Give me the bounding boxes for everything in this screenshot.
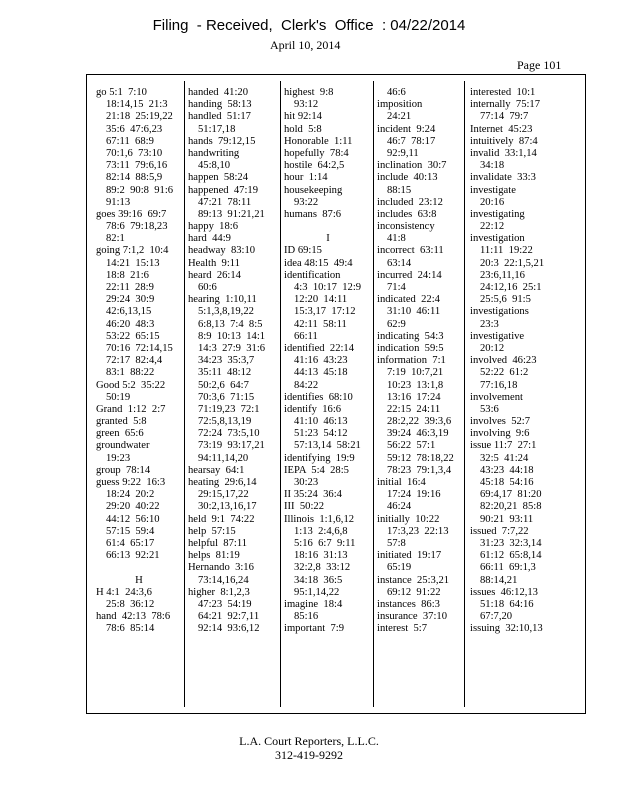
- index-entry: helps 81:19: [188, 550, 240, 562]
- index-entry: 57:13,14 58:21: [294, 440, 361, 452]
- column-divider: [464, 81, 465, 707]
- index-entry: higher 8:1,2,3: [188, 586, 250, 598]
- index-entry: instances 86:3: [377, 598, 440, 610]
- column-divider: [373, 81, 374, 707]
- index-entry: group 78:14: [96, 464, 151, 476]
- index-entry: issue 11:7 27:1: [470, 440, 537, 452]
- index-entry: 66:11: [294, 330, 318, 342]
- index-entry: 93:22: [294, 196, 319, 208]
- transcript-date: April 10, 2014: [270, 38, 341, 52]
- index-entry: instance 25:3,21: [377, 574, 450, 586]
- index-entry: handled 51:17: [188, 111, 251, 123]
- index-entry: 50:19: [106, 391, 131, 403]
- index-entry: handing 58:13: [188, 99, 252, 111]
- index-entry: incorrect 63:11: [377, 245, 444, 257]
- index-entry: 32:5 41:24: [480, 452, 529, 464]
- index-entry: 45:18 54:16: [480, 477, 534, 488]
- index-entry: 5:16 6:7 9:11: [294, 537, 356, 549]
- index-entry: 17:24 19:16: [387, 489, 441, 501]
- index-entry: 15:3,17 17:12: [294, 306, 356, 318]
- index-entry: 31:23 32:3,14: [480, 537, 542, 549]
- index-entry: goes 39:16 69:7: [96, 208, 167, 220]
- index-entry: ID 69:15: [284, 245, 322, 257]
- index-entry: III 50:22: [284, 501, 325, 513]
- index-entry: 32:2,8 33:12: [294, 562, 351, 574]
- index-entry: 23:6,11,16: [480, 269, 525, 281]
- index-entry: 85:16: [294, 611, 319, 623]
- index-entry: 25:5,6 91:5: [480, 294, 531, 306]
- index-entry: 92:9,11: [387, 147, 419, 159]
- index-entry: go 5:1 7:10: [96, 87, 147, 98]
- index-entry: 20:12: [480, 342, 505, 354]
- index-entry: 35:6 47:6,23: [106, 123, 163, 135]
- index-entry: 46:24: [387, 501, 412, 513]
- index-entry: I: [326, 233, 330, 245]
- index-entry: imagine 18:4: [284, 598, 343, 610]
- index-entry: 57:15 59:4: [106, 525, 155, 537]
- page-number: Page 101: [517, 58, 562, 72]
- index-entry: 71:4: [387, 282, 406, 293]
- index-entry: identification: [284, 269, 341, 281]
- index-entry: internally 75:17: [470, 99, 541, 111]
- index-entry: highest 9:8: [284, 87, 334, 98]
- index-entry: 22:11 28:9: [106, 282, 154, 293]
- index-entry: 43:23 44:18: [480, 464, 534, 476]
- index-entry: 78:6 79:18,23: [106, 221, 168, 233]
- index-entry: headway 83:10: [188, 245, 256, 257]
- index-entry: investigating: [470, 208, 525, 220]
- index-entry: 20:16: [480, 196, 505, 208]
- reporter-phone: 312-419-9292: [275, 748, 343, 762]
- index-entry: hold 5:8: [284, 123, 322, 135]
- index-entry: 77:16,18: [480, 379, 518, 391]
- index-entry: 41:16 43:23: [294, 355, 348, 367]
- index-entry: 53:22 65:15: [106, 330, 160, 342]
- index-entry: 41:10 46:13: [294, 416, 348, 428]
- index-entry: insurance 37:10: [377, 611, 448, 623]
- index-entry: interested 10:1: [470, 87, 536, 98]
- index-entry: 23:3: [480, 318, 499, 330]
- index-entry: green 65:6: [96, 428, 144, 440]
- index-entry: 77:14 79:7: [480, 111, 529, 123]
- index-entry: held 9:1 74:22: [188, 513, 255, 525]
- index-entry: inclination 30:7: [377, 160, 447, 172]
- index-entry: 82:14 88:5,9: [106, 172, 163, 184]
- index-entry: 78:6 85:14: [106, 623, 155, 635]
- index-entry: inconsistency: [377, 221, 435, 233]
- index-entry: 39:24 46:3,19: [387, 428, 449, 440]
- index-entry: 70:1,6 73:10: [106, 147, 163, 159]
- index-entry: include 40:13: [377, 172, 438, 184]
- index-entry: 18:14,15 21:3: [106, 99, 168, 111]
- index-entry: indication 59:5: [377, 342, 444, 354]
- index-column-3: [284, 87, 372, 699]
- index-entry: 82:1: [106, 233, 125, 245]
- index-entry: invalid 33:1,14: [470, 147, 537, 159]
- index-entry: hopefully 78:4: [284, 147, 349, 159]
- index-entry: 42:6,13,15: [106, 306, 152, 318]
- index-entry: 47:23 54:19: [198, 598, 252, 610]
- column-divider: [184, 81, 185, 707]
- index-entry: 44:13 45:18: [294, 367, 348, 379]
- index-entry: 50:2,6 64:7: [198, 379, 249, 391]
- index-entry: 41:8: [387, 233, 406, 245]
- index-entry: 18:8 21:6: [106, 269, 149, 281]
- index-entry: humans 87:6: [284, 208, 342, 220]
- index-entry: investigation: [470, 233, 525, 245]
- index-entry: involvement: [470, 391, 523, 403]
- index-entry: H: [135, 574, 143, 586]
- index-entry: identifying 19:9: [284, 452, 355, 464]
- index-entry: 57:8: [387, 537, 406, 549]
- index-entry: 21:18 25:19,22: [106, 111, 173, 123]
- index-entry: IEPA 5:4 28:5: [284, 464, 349, 476]
- index-entry: Grand 1:12 2:7: [96, 403, 166, 415]
- index-entry: 66:11 69:1,3: [480, 562, 536, 574]
- index-entry: 73:14,16,24: [198, 574, 249, 586]
- index-entry: 69:4,17 81:20: [480, 489, 542, 501]
- index-entry: 95:1,14,22: [294, 586, 340, 598]
- column-divider: [280, 81, 281, 707]
- index-entry: 35:11 48:12: [198, 367, 252, 379]
- index-entry: 13:16 17:24: [387, 391, 441, 403]
- index-entry: 67:7,20: [480, 611, 513, 623]
- index-entry: happened 47:19: [188, 184, 259, 196]
- index-entry: 30:2,13,16,17: [198, 501, 257, 513]
- index-entry: Honorable 1:11: [284, 135, 353, 147]
- index-entry: 70:3,6 71:15: [198, 391, 255, 403]
- index-entry: hit 92:14: [284, 111, 322, 123]
- index-entry: 24:21: [387, 111, 412, 123]
- index-entry: hearsay 64:1: [188, 464, 245, 476]
- index-entry: involved 46:23: [470, 355, 537, 367]
- index-entry: 56:22 57:1: [387, 440, 436, 452]
- index-entry: 14:3 27:9 31:6: [198, 342, 266, 354]
- index-entry: heating 29:6,14: [188, 477, 257, 488]
- index-column-5: [470, 87, 570, 699]
- index-entry: Good 5:2 35:22: [96, 379, 166, 391]
- index-entry: initiated 19:17: [377, 550, 442, 562]
- index-entry: 82:20,21 85:8: [480, 501, 542, 513]
- index-entry: housekeeping: [284, 184, 343, 196]
- index-entry: initially 10:22: [377, 513, 440, 525]
- index-entry: included 23:12: [377, 196, 443, 208]
- index-entry: hearing 1:10,11: [188, 294, 257, 306]
- index-entry: 63:14: [387, 257, 412, 269]
- index-entry: handed 41:20: [188, 87, 249, 98]
- index-entry: hands 79:12,15: [188, 135, 256, 147]
- index-entry: 84:22: [294, 379, 319, 391]
- index-entry: helpful 87:11: [188, 537, 248, 549]
- index-entry: investigations: [470, 306, 529, 318]
- index-entry: 94:11,14,20: [198, 452, 249, 464]
- index-entry: 89:2 90:8 91:6: [106, 184, 174, 196]
- index-entry: 72:17 82:4,4: [106, 355, 163, 367]
- index-entry: hour 1:14: [284, 172, 328, 184]
- index-entry: 29:24 30:9: [106, 294, 155, 306]
- index-entry: 17:3,23 22:13: [387, 525, 449, 537]
- index-entry: granted 5:8: [96, 416, 147, 428]
- index-entry: hand 42:13 78:6: [96, 611, 171, 623]
- index-entry: 8:9 10:13 14:1: [198, 330, 266, 342]
- index-entry: interest 5:7: [377, 623, 428, 635]
- index-entry: 34:23 35:3,7: [198, 355, 255, 367]
- index-entry: 45:8,10: [198, 160, 231, 172]
- index-entry: II 35:24 36:4: [284, 489, 342, 501]
- index-entry: 30:23: [294, 477, 319, 488]
- index-entry: 71:19,23 72:1: [198, 403, 260, 415]
- index-entry: identifies 68:10: [284, 391, 353, 403]
- index-entry: 72:24 73:5,10: [198, 428, 260, 440]
- index-entry: 46:20 48:3: [106, 318, 155, 330]
- index-entry: Hernando 3:16: [188, 562, 254, 574]
- index-entry: 73:19 93:17,21: [198, 440, 265, 452]
- index-entry: 91:13: [106, 196, 131, 208]
- index-entry: 61:12 65:8,14: [480, 550, 542, 562]
- index-entry: involves 52:7: [470, 416, 531, 428]
- index-entry: 52:22 61:2: [480, 367, 529, 379]
- index-entry: 62:9: [387, 318, 406, 330]
- index-entry: idea 48:15 49:4: [284, 257, 353, 269]
- index-entry: investigate: [470, 184, 516, 196]
- index-entry: heard 26:14: [188, 269, 241, 281]
- index-entry: 51:17,18: [198, 123, 236, 135]
- index-entry: 61:4 65:17: [106, 537, 155, 549]
- index-entry: Internet 45:23: [470, 123, 533, 135]
- index-entry: intuitively 87:4: [470, 135, 538, 147]
- index-entry: important 7:9: [284, 623, 345, 635]
- index-entry: Health 9:11: [188, 257, 240, 269]
- index-box: [86, 74, 586, 714]
- index-entry: 24:12,16 25:1: [480, 282, 542, 293]
- index-entry: 19:23: [106, 452, 131, 464]
- index-entry: hard 44:9: [188, 233, 231, 245]
- index-entry: 34:18 36:5: [294, 574, 343, 586]
- index-column-4: [377, 87, 463, 699]
- index-entry: 28:2,22 39:3,6: [387, 416, 452, 428]
- index-entry: 29:20 40:22: [106, 501, 160, 513]
- index-entry: 46:7 78:17: [387, 135, 436, 147]
- index-entry: help 57:15: [188, 525, 236, 537]
- index-entry: 18:24 20:2: [106, 489, 155, 501]
- index-entry: Illinois 1:1,6,12: [284, 513, 355, 525]
- index-column-1: [96, 87, 182, 699]
- index-entry: indicating 54:3: [377, 330, 444, 342]
- index-entry: 10:23 13:1,8: [387, 379, 444, 391]
- index-entry: involving 9:6: [470, 428, 530, 440]
- index-entry: hostile 64:2,5: [284, 160, 345, 172]
- index-entry: 29:15,17,22: [198, 489, 249, 501]
- index-entry: invalidate 33:3: [470, 172, 536, 184]
- index-entry: includes 63:8: [377, 208, 437, 220]
- index-entry: 88:14,21: [480, 574, 518, 586]
- index-entry: 47:21 78:11: [198, 196, 252, 208]
- index-entry: incurred 24:14: [377, 269, 442, 281]
- index-entry: 88:15: [387, 184, 412, 196]
- index-entry: 4:3 10:17 12:9: [294, 282, 362, 293]
- index-entry: happen 58:24: [188, 172, 249, 184]
- index-entry: 89:13 91:21,21: [198, 208, 265, 220]
- filing-stamp: Filing - Received, Clerk's Office : 04/22/2014: [152, 17, 466, 34]
- index-entry: initial 16:4: [377, 477, 426, 488]
- index-entry: guess 9:22 16:3: [96, 477, 166, 488]
- index-entry: issues 46:12,13: [470, 586, 538, 598]
- index-entry: going 7:1,2 10:4: [96, 245, 169, 257]
- index-column-2: [188, 87, 280, 699]
- index-entry: 53:6: [480, 403, 499, 415]
- index-entry: 78:23 79:1,3,4: [387, 464, 452, 476]
- index-entry: 65:19: [387, 562, 412, 574]
- index-entry: 90:21 93:11: [480, 513, 534, 525]
- index-entry: 46:6: [387, 87, 406, 98]
- index-entry: 67:11 68:9: [106, 135, 154, 147]
- index-entry: 59:12 78:18,22: [387, 452, 454, 464]
- index-entry: handwriting: [188, 147, 240, 159]
- index-entry: 5:1,3,8,19,22: [198, 306, 254, 318]
- index-entry: 25:8 36:12: [106, 598, 155, 610]
- index-entry: 12:20 14:11: [294, 294, 348, 306]
- index-entry: 1:13 2:4,6,8: [294, 525, 348, 537]
- index-entry: 20:3 22:1,5,21: [480, 257, 545, 269]
- index-entry: 7:19 10:7,21: [387, 367, 444, 379]
- index-blank-line: [96, 562, 182, 574]
- index-entry: 42:11 58:11: [294, 318, 347, 330]
- index-entry: 18:16 31:13: [294, 550, 348, 562]
- index-entry: identify 16:6: [284, 403, 342, 415]
- index-entry: investigative: [470, 330, 525, 342]
- index-entry: 11:11 19:22: [480, 245, 533, 257]
- index-entry: 66:13 92:21: [106, 550, 160, 562]
- index-entry: indicated 22:4: [377, 294, 440, 306]
- index-entry: issuing 32:10,13: [470, 623, 543, 635]
- index-entry: 44:12 56:10: [106, 513, 160, 525]
- index-entry: 51:23 54:12: [294, 428, 348, 440]
- index-entry: 64:21 92:7,11: [198, 611, 260, 623]
- index-entry: 92:14 93:6,12: [198, 623, 260, 635]
- index-entry: 22:12: [480, 221, 505, 233]
- index-entry: 6:8,13 7:4 8:5: [198, 318, 263, 330]
- index-entry: 69:12 91:22: [387, 586, 441, 598]
- index-entry: 83:1 88:22: [106, 367, 155, 379]
- index-entry: 51:18 64:16: [480, 598, 534, 610]
- index-entry: 31:10 46:11: [387, 306, 441, 318]
- index-entry: 70:16 72:14,15: [106, 342, 173, 354]
- index-entry: 22:15 24:11: [387, 403, 441, 415]
- index-entry: identified 22:14: [284, 342, 355, 354]
- index-entry: H 4:1 24:3,6: [96, 586, 152, 598]
- index-entry: incident 9:24: [377, 123, 436, 135]
- index-entry: 34:18: [480, 160, 505, 172]
- index-entry: 14:21 15:13: [106, 257, 160, 269]
- index-entry: imposition: [377, 99, 423, 111]
- index-entry: issued 7:7,22: [470, 525, 529, 537]
- index-entry: happy 18:6: [188, 221, 239, 233]
- index-entry: groundwater: [96, 440, 150, 452]
- index-entry: information 7:1: [377, 355, 446, 367]
- index-entry: 72:5,8,13,19: [198, 416, 252, 428]
- index-entry: 73:11 79:6,16: [106, 160, 168, 172]
- index-entry: 60:6: [198, 282, 217, 293]
- index-blank-line: [284, 221, 372, 233]
- reporter-company: L.A. Court Reporters, L.L.C.: [239, 734, 379, 748]
- index-entry: 93:12: [294, 99, 319, 111]
